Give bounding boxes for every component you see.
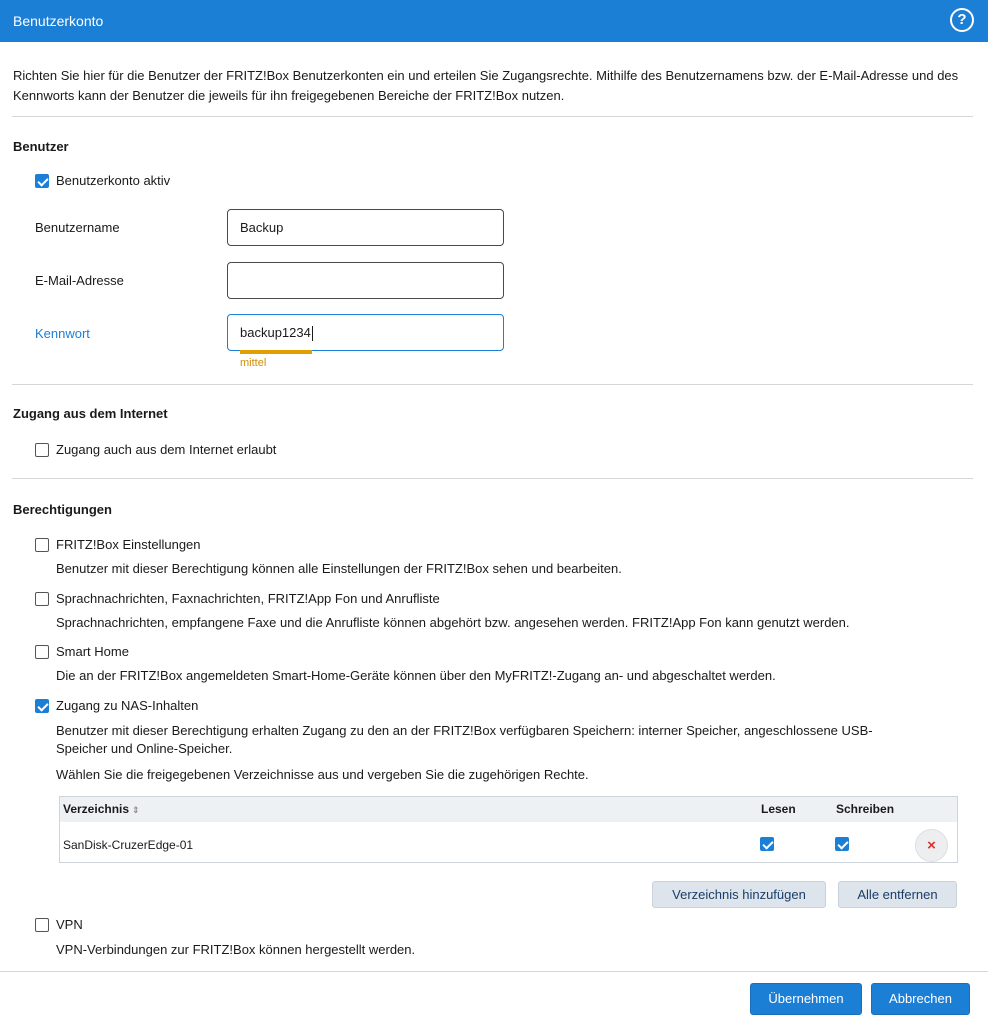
perm-messages-label: Sprachnachrichten, Faxnachrichten, FRITZ!App Fon und Anrufliste	[56, 591, 440, 606]
divider	[12, 384, 973, 385]
perm-fritzbox-settings-description: Benutzer mit dieser Berechtigung können alle Einstellungen der FRITZ!Box sehen und bearbeiten.	[56, 561, 622, 576]
remove-all-button[interactable]: Alle entfernen	[838, 881, 957, 908]
column-header-directory-label: Verzeichnis	[63, 802, 130, 816]
username-label: Benutzername	[35, 220, 120, 235]
username-input[interactable]: Backup	[227, 209, 504, 246]
section-title-internet: Zugang aus dem Internet	[13, 406, 168, 421]
perm-smarthome-label: Smart Home	[56, 644, 129, 659]
apply-button[interactable]: Übernehmen	[750, 983, 862, 1015]
dialog-title: Benutzerkonto	[13, 13, 104, 29]
perm-vpn-label: VPN	[56, 917, 83, 932]
section-title-permissions: Berechtigungen	[13, 502, 112, 517]
account-active-checkbox[interactable]	[35, 174, 49, 188]
cancel-button[interactable]: Abbrechen	[871, 983, 970, 1015]
perm-fritzbox-settings-label: FRITZ!Box Einstellungen	[56, 537, 201, 552]
sort-icon[interactable]: ⇕	[132, 804, 140, 815]
section-title-user: Benutzer	[13, 139, 69, 154]
column-header-write: Schreiben	[836, 802, 895, 816]
help-icon[interactable]: ?	[950, 8, 974, 32]
table-header	[60, 797, 957, 822]
perm-nas-label: Zugang zu NAS-Inhalten	[56, 698, 199, 713]
internet-access-checkbox[interactable]	[35, 443, 49, 457]
password-label: Kennwort	[35, 326, 90, 341]
internet-access-label: Zugang auch aus dem Internet erlaubt	[56, 442, 277, 457]
perm-vpn-description: VPN-Verbindungen zur FRITZ!Box können hergestellt werden.	[56, 942, 416, 957]
text-caret	[312, 326, 313, 341]
perm-vpn-checkbox[interactable]	[35, 918, 49, 932]
read-permission-checkbox[interactable]	[760, 837, 774, 851]
email-label: E-Mail-Adresse	[35, 273, 124, 288]
perm-nas-description-line2: Speicher und Online-Speicher.	[56, 741, 233, 756]
email-input[interactable]	[227, 262, 504, 299]
password-strength-bar	[240, 350, 312, 354]
account-active-label: Benutzerkonto aktiv	[56, 173, 171, 188]
table-row-directory: SanDisk-CruzerEdge-01	[63, 838, 194, 852]
divider	[0, 971, 988, 972]
divider	[12, 478, 973, 479]
write-permission-checkbox[interactable]	[835, 837, 849, 851]
password-input[interactable]	[227, 314, 504, 351]
password-value: backup1234	[240, 325, 311, 340]
perm-messages-checkbox[interactable]	[35, 592, 49, 606]
perm-fritzbox-settings-checkbox[interactable]	[35, 538, 49, 552]
intro-text: Richten Sie hier für die Benutzer der FRITZ!Box Benutzerkonten ein und erteilen Sie Zugangsrechte. Mithilfe des Benutzernamens bzw. der E-Mail-Adresse und des Kennworts kann der Benutzer die jeweils für ihn freigegebenen Bereiche der FRITZ!Box nutzen.	[13, 68, 959, 103]
dialog-titlebar	[0, 0, 988, 42]
perm-smarthome-checkbox[interactable]	[35, 645, 49, 659]
perm-nas-instruction: Wählen Sie die freigegebenen Verzeichnisse aus und vergeben Sie die zugehörigen Rechte.	[56, 767, 589, 782]
remove-directory-button[interactable]: ×	[915, 829, 948, 862]
divider	[12, 116, 973, 117]
perm-nas-checkbox[interactable]	[35, 699, 49, 713]
perm-nas-description-line1: Benutzer mit dieser Berechtigung erhalten Zugang zu den an der FRITZ!Box verfügbaren Speichern: interner Speicher, angeschlossene USB-	[56, 723, 873, 738]
perm-messages-description: Sprachnachrichten, empfangene Faxe und die Anrufliste können abgehört bzw. angesehen werden. FRITZ!App Fon kann genutzt werden.	[56, 615, 850, 630]
column-header-directory[interactable]	[63, 802, 140, 816]
add-directory-button[interactable]: Verzeichnis hinzufügen	[652, 881, 826, 908]
column-header-read: Lesen	[761, 802, 796, 816]
password-strength-label: mittel	[240, 357, 267, 369]
nas-directory-table	[59, 796, 958, 863]
perm-smarthome-description: Die an der FRITZ!Box angemeldeten Smart-Home-Geräte können über den MyFRITZ!-Zugang an- und abgeschaltet werden.	[56, 668, 776, 683]
